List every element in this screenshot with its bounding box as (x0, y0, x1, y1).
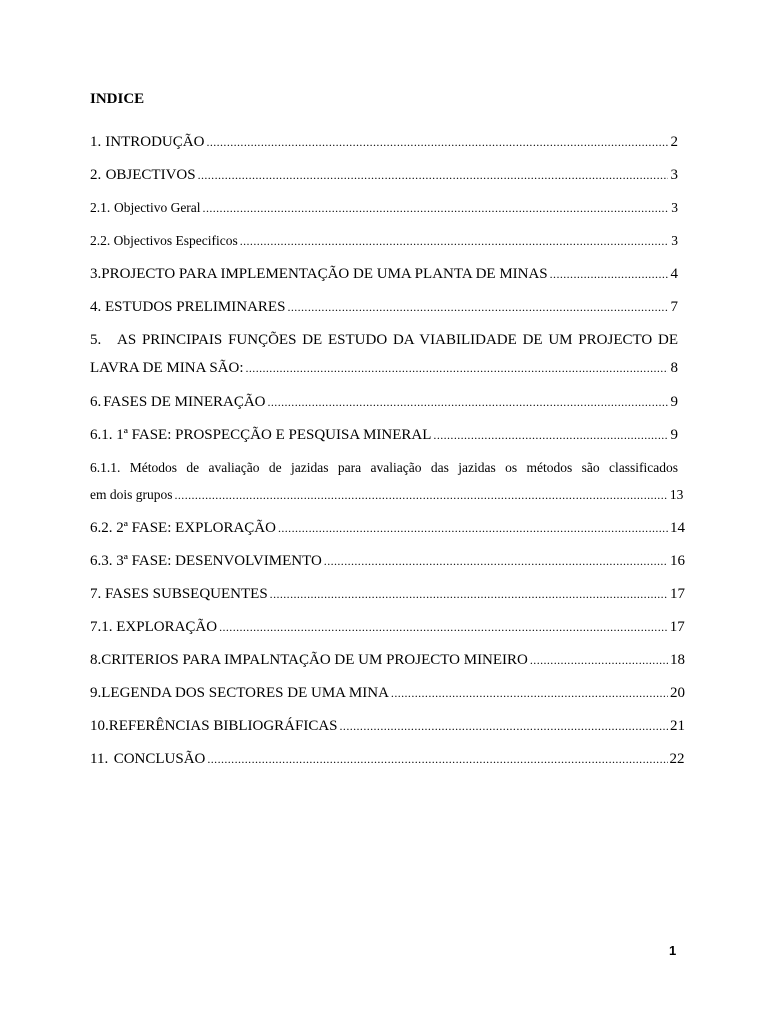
toc-entry-label-line1: AS PRINCIPAIS FUNÇÕES DE ESTUDO DA VIABILIDADE DE UM PROJECTO DE (117, 332, 678, 348)
toc-entry-label: INTRODUÇÃO (105, 134, 205, 150)
toc-entry-label: 6.1. 1ª FASE: PROSPECÇÃO E PESQUISA MINERAL (90, 427, 432, 443)
toc-entry-introducao[interactable] (90, 132, 678, 152)
toc-entry-number: 2.1. (90, 200, 111, 215)
dot-leader (340, 716, 668, 736)
toc-entry-label: OBJECTIVOS (105, 167, 196, 183)
dot-leader (198, 165, 668, 185)
toc-entry-label: 6.3. 3ª FASE: DESENVOLVIMENTO (90, 553, 322, 569)
toc-entry-metodos[interactable] (90, 485, 684, 505)
dot-leader (278, 518, 668, 538)
toc-entry-page: 3 (671, 233, 678, 248)
toc-entry-fases-mineracao[interactable] (90, 392, 678, 412)
toc-entry-label: 2.2. Objectivos Especificos (90, 233, 238, 248)
toc-entry-page: 17 (670, 586, 685, 602)
toc-entry-page: 16 (670, 553, 685, 569)
toc-entry-page: 17 (669, 619, 685, 635)
toc-entry-number: 11. (90, 751, 109, 767)
page-number: 1 (669, 943, 677, 958)
toc-entry-fases-subsequentes[interactable] (90, 584, 685, 604)
dot-leader (219, 617, 668, 637)
toc-entry-label-line1: 6.1.1. Métodos de avaliação de jazidas para avaliação das jazidas os métodos são classificados (90, 460, 678, 475)
toc-entry-label: CONCLUSÃO (113, 751, 206, 767)
toc-entry-projecto-implementacao[interactable] (90, 264, 678, 284)
toc-entry-principais-funcoes-line1[interactable] (90, 330, 678, 350)
dot-leader (207, 749, 667, 769)
toc-entry-page: 22 (669, 751, 685, 767)
toc-entry-page: 4 (670, 266, 678, 282)
toc-entry-number: 3. (90, 266, 102, 282)
toc-entry-page: 18 (670, 652, 685, 668)
toc-entry-objectivos[interactable] (90, 165, 678, 185)
toc-entry-number: 2. (90, 167, 102, 183)
toc-entry-prospeccao[interactable] (90, 425, 678, 445)
toc-entry-legenda[interactable] (90, 683, 685, 703)
toc-entry-label: FASES DE MINERAÇÃO (103, 394, 266, 410)
dot-leader (175, 485, 668, 505)
toc-entry-principais-funcoes[interactable] (90, 358, 678, 378)
toc-entry-page: 7 (670, 299, 678, 315)
toc-entry-label: REFERÊNCIAS BIBLIOGRÁFICAS (108, 718, 338, 734)
dot-leader (240, 231, 668, 251)
dot-leader (203, 198, 668, 218)
toc-entry-page: 8 (670, 360, 678, 376)
toc-entry-exploracao[interactable] (90, 617, 685, 637)
dot-leader (206, 132, 668, 152)
toc-entry-label: 7. FASES SUBSEQUENTES (90, 586, 268, 602)
toc-entry-metodos-line1[interactable] (90, 458, 678, 478)
toc-entry-label: PROJECTO PARA IMPLEMENTAÇÃO DE UMA PLANTA DE MINAS (101, 266, 548, 282)
toc-entry-page: 3 (670, 167, 678, 183)
toc-entry-label: LAVRA DE MINA SÃO: (90, 360, 244, 376)
toc-entry-label: 6.2. 2ª FASE: EXPLORAÇÃO (90, 520, 276, 536)
toc-entry-label: LEGENDA DOS SECTORES DE UMA MINA (101, 685, 389, 701)
dot-leader (268, 392, 669, 412)
dot-leader (433, 425, 668, 445)
toc-entry-conclusao[interactable] (90, 749, 685, 769)
toc-entry-page: 3 (671, 200, 678, 215)
toc-entry-number: 8. (90, 652, 102, 668)
toc-entry-criterios[interactable] (90, 650, 685, 670)
index-heading: INDICE (90, 91, 145, 107)
toc-entry-page: 2 (670, 134, 678, 150)
toc-entry-label: CRITERIOS PARA IMPALNTAÇÃO DE UM PROJECTO MINEIRO (101, 652, 528, 668)
toc-entry-label: em dois grupos (90, 487, 173, 502)
toc-entry-objectivos-especificos[interactable] (90, 231, 678, 251)
dot-leader (287, 297, 668, 317)
toc-entry-page: 20 (670, 685, 685, 701)
toc-entry-page: 21 (670, 718, 685, 734)
dot-leader (550, 264, 668, 284)
toc-entry-number: 9. (90, 685, 102, 701)
toc-entry-page: 13 (669, 487, 684, 502)
toc-entry-page: 14 (670, 520, 685, 536)
toc-entry-label: 4. ESTUDOS PRELIMINARES (90, 299, 286, 315)
toc-entry-exploracao-fase[interactable] (90, 518, 685, 538)
toc-entry-number: 5. (90, 332, 102, 348)
toc-entry-page: 9 (670, 394, 678, 410)
dot-leader (530, 650, 668, 670)
dot-leader (270, 584, 668, 604)
dot-leader (246, 358, 669, 378)
toc-entry-label: Objectivo Geral (113, 200, 201, 215)
toc-entry-label: 7.1. EXPLORAÇÃO (90, 619, 218, 635)
toc-entry-estudos-preliminares[interactable] (90, 297, 678, 317)
toc-entry-desenvolvimento[interactable] (90, 551, 685, 571)
dot-leader (391, 683, 668, 703)
toc-entry-number: 1. (90, 134, 102, 150)
toc-entry-number: 6. (90, 394, 102, 410)
toc-entry-referencias[interactable] (90, 716, 685, 736)
toc-entry-number: 10. (90, 718, 109, 734)
toc-entry-objectivo-geral[interactable] (90, 198, 678, 218)
dot-leader (324, 551, 668, 571)
toc-entry-page: 9 (670, 427, 678, 443)
